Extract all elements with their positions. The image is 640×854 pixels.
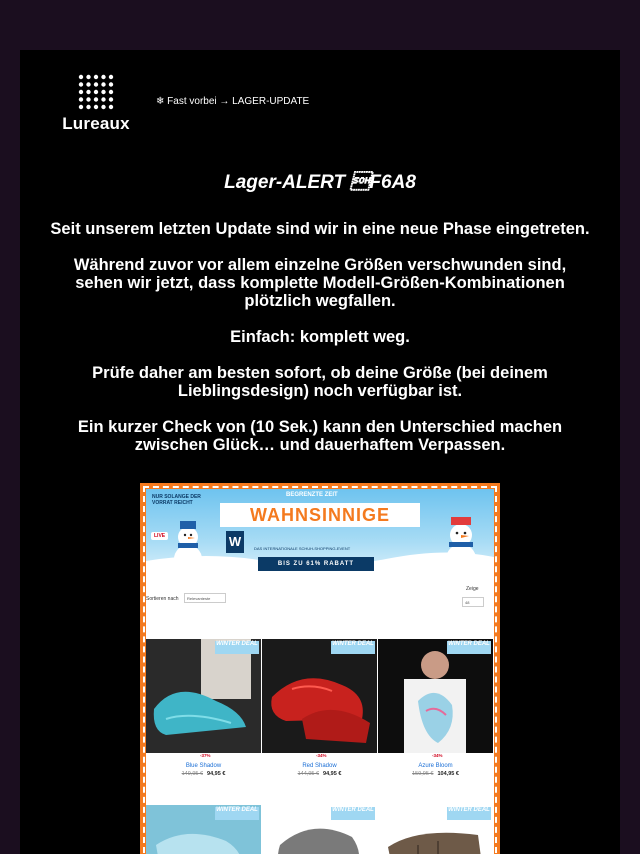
banner-event-note: DAS INTERNATIONALE SCHUH-SHOPPING-EVENT (254, 546, 351, 551)
sale-price: 94,95 € (207, 771, 226, 777)
red-shoe-image-icon (262, 639, 377, 753)
product-name[interactable]: Blue Shadow (185, 763, 222, 769)
product-price (146, 771, 261, 777)
sort-label: Sortieren nach (146, 596, 179, 602)
show-select[interactable]: 48 (462, 597, 484, 607)
banner-limited-label: BEGRENZTE ZEIT (286, 492, 338, 498)
winter-deal-badge: WINTER DEAL (215, 807, 259, 820)
snowman-left-icon (168, 519, 208, 575)
preheader-text: ❄ Fast vorbei → LAGER-UPDATE (156, 96, 310, 107)
winter-deal-badge: WINTER DEAL (331, 641, 375, 654)
promo-image[interactable] (140, 483, 500, 854)
sale-price: 94,95 € (323, 771, 342, 777)
product-discount: -34% (316, 753, 327, 758)
azure-shoe-image-icon (378, 639, 493, 753)
old-price: 149,95 € (181, 771, 204, 777)
winter-deal-badge: WINTER DEAL (331, 807, 375, 820)
winter-deal-badge: WINTER DEAL (215, 641, 259, 654)
product-discount: -34% (432, 753, 443, 758)
old-price: 159,95 € (412, 771, 434, 777)
banner-discount: BIS ZU 61% RABATT (258, 557, 374, 571)
blue-shoe-image-icon (146, 639, 261, 753)
w-logo: W (226, 531, 244, 553)
product-image (378, 639, 493, 753)
snowman-right-icon (436, 513, 486, 575)
winter-deal-badge: WINTER DEAL (447, 807, 491, 820)
paragraph-4: Prüfe daher am besten sofort, ob deine Größe (bei deinem Lieblingsdesign) noch verfügbar ist. (92, 364, 548, 400)
banner-title: WAHNSINNIGE (220, 503, 420, 527)
paragraph-1: Seit unserem letzten Update sind wir in eine neue Phase eingetreten. (50, 220, 590, 238)
product-price (262, 771, 377, 777)
shop-screenshot (146, 489, 494, 854)
product-image (262, 639, 377, 753)
sort-select[interactable]: Relevanteste (184, 593, 226, 603)
email-card (20, 50, 620, 854)
sale-price: 104,95 € (437, 771, 459, 777)
product-name[interactable]: Red Shadow (302, 763, 337, 769)
product-name[interactable]: Azure Bloom (418, 763, 453, 769)
paragraph-2: Während zuvor vor allem einzelne Größen verschwunden sind, sehen wir jetzt, dass komplette Modell-Größen-Kombinationen plötzlich wegfallen. (73, 256, 567, 310)
show-label: Zeige (466, 586, 479, 592)
paragraph-5: Ein kurzer Check von (10 Sek.) kann den Unterschied machen zwischen Glück… und dauerhaftem Verpassen. (77, 418, 563, 454)
headline: Lager-ALERT F6A8 (224, 172, 416, 193)
live-badge: LIVE (151, 532, 168, 540)
logo-dots-icon (78, 74, 114, 110)
sale-banner (146, 489, 494, 577)
product-discount: -37% (200, 753, 211, 758)
old-price: 144,95 € (297, 771, 320, 777)
paragraph-3: Einfach: komplett weg. (230, 328, 410, 346)
product-image (378, 805, 493, 854)
product-image (262, 805, 377, 854)
product-price (378, 771, 493, 777)
winter-deal-badge: WINTER DEAL (447, 641, 491, 654)
brand-logo[interactable] (60, 74, 132, 132)
brand-name: Lureaux (62, 114, 130, 133)
body-text (48, 220, 592, 472)
product-image (146, 639, 261, 753)
product-image (146, 805, 261, 854)
banner-stock-note: NUR SOLANGE DER VORRAT REICHT (152, 494, 201, 506)
